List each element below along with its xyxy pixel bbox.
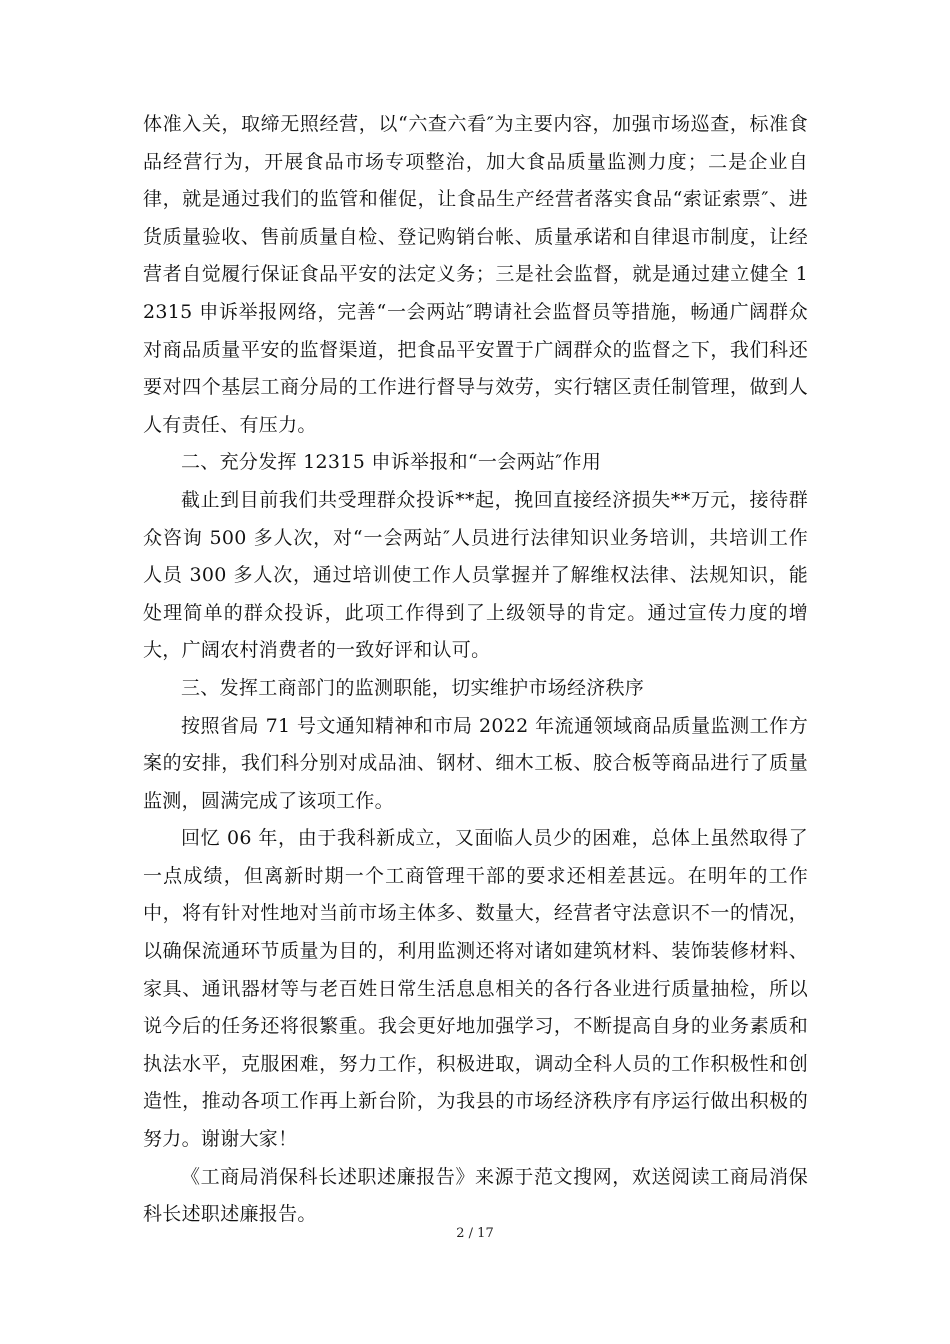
paragraph-complaints: 截止到目前我们共受理群众投诉**起，挽回直接经济损失**万元，接待群众咨询 500 多人次，对“一会两站″人员进行法律知识业务培训，共培训工作人员 300 多人次，通过培训使工作人员掌握并了解维权法律、法规知识，能处理简单的群众投诉，此项工作得到了上级领导的肯定。通过宣传力度的增大，广阔农村消费者的一致好评和认可。	[143, 488, 808, 662]
paragraph-continued-duties: 体准入关，取缔无照经营，以“六查六看″为主要内容，加强市场巡查，标准食品经营行为，开展食品市场专项整治，加大食品质量监测力度；二是企业自律，就是通过我们的监管和催促，让食品生产经营者落实食品“索证索票″、进货质量验收、售前质量自检、登记购销台帐、质量承诺和自律退市制度，让经营者自觉履行保证食品平安的法定义务；三是社会监督，就是通过建立健全 12315 申诉举报网络，完善“一会两站″聘请社会监督员等措施，畅通广阔群众对商品质量平安的监督渠道，把食品平安置于广阔群众的监督之下，我们科还要对四个基层工商分局的工作进行督导与效劳，实行辖区责任制管理，做到人人有责任、有压力。	[143, 113, 808, 436]
paragraph-monitoring: 按照省局 71 号文通知精神和市局 2022 年流通领域商品质量监测工作方案的安排，我们科分别对成品油、钢材、细木工板、胶合板等商品进行了质量监测，圆满完成了该项工作。	[143, 714, 808, 812]
page-number: 2 / 17	[456, 1226, 494, 1241]
paragraph-source-note: 《工商局消保科长述职述廉报告》来源于范文搜网，欢送阅读工商局消保科长述职述廉报告。	[143, 1165, 808, 1226]
paragraph-review: 回忆 06 年，由于我科新成立，又面临人员少的困难，总体上虽然取得了一点成绩，但离新时期一个工商管理干部的要求还相差甚远。在明年的工作中，将有针对性地对当前市场主体多、数量大，经营者守法意识不一的情况，以确保流通环节质量为目的，利用监测还将对诸如建筑材料、装饰装修材料、家具、通讯器材等与老百姓日常生活息息相关的各行各业进行质量抽检，所以说今后的任务还将很繁重。我会更好地加强学习，不断提高自身的业务素质和执法水平，克服困难，努力工作，积极进取，调动全科人员的工作积极性和创造性，推动各项工作再上新台阶，为我县的市场经济秩序有序运行做出积极的努力。谢谢大家！	[143, 827, 808, 1151]
document-body	[143, 106, 808, 1234]
section-heading-monitoring: 三、发挥工商部门的监测职能，切实维护市场经济秩序	[181, 676, 645, 699]
section-heading-complaints: 二、充分发挥 12315 申诉举报和“一会两站″作用	[181, 451, 602, 474]
